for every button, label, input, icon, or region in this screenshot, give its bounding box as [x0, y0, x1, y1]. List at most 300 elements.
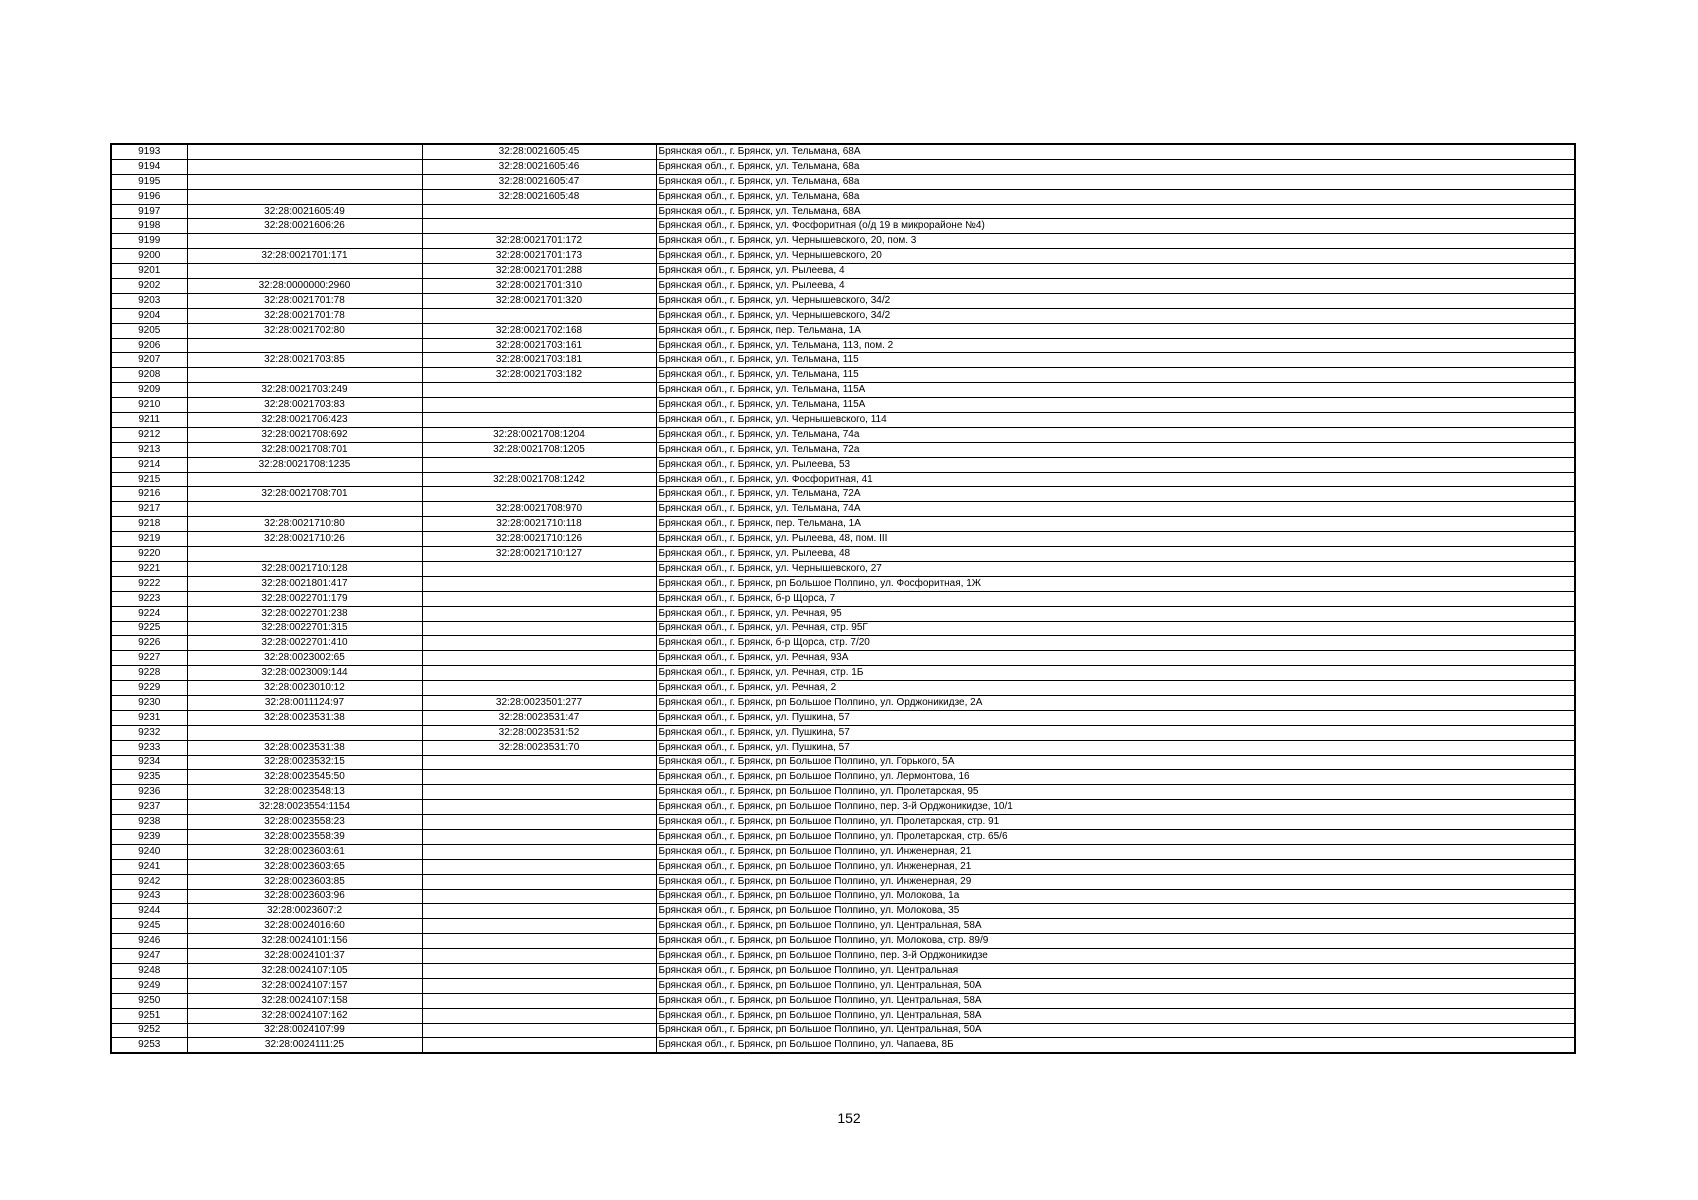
related-cadastral-number-cell: 32:28:0021702:168 [422, 323, 656, 338]
address-cell: Брянская обл., г. Брянск, рп Большое Полпино, ул. Молокова, 1а [656, 889, 1575, 904]
address-cell: Брянская обл., г. Брянск, ул. Тельмана, 68А [656, 144, 1575, 159]
address-cell: Брянская обл., г. Брянск, ул. Фосфоритная (о/д 19 в микрорайоне №4) [656, 219, 1575, 234]
table-row [111, 547, 1575, 562]
address-cell: Брянская обл., г. Брянск, рп Большое Полпино, ул. Фосфоритная, 1Ж [656, 576, 1575, 591]
cadastral-number-cell [187, 234, 422, 249]
cadastral-number-cell: 32:28:0021703:249 [187, 383, 422, 398]
related-cadastral-number-cell: 32:28:0021605:47 [422, 174, 656, 189]
related-cadastral-number-cell: 32:28:0021701:320 [422, 293, 656, 308]
cadastral-number-cell: 32:28:0024107:99 [187, 1023, 422, 1038]
address-cell: Брянская обл., г. Брянск, рп Большое Полпино, пер. 3-й Орджоникидзе, 10/1 [656, 800, 1575, 815]
cadastral-number-cell: 32:28:0023531:38 [187, 710, 422, 725]
cadastral-number-cell: 32:28:0000000:2960 [187, 279, 422, 294]
address-cell: Брянская обл., г. Брянск, ул. Рылеева, 53 [656, 457, 1575, 472]
related-cadastral-number-cell [422, 576, 656, 591]
row-number-cell: 9238 [111, 815, 187, 830]
row-number-cell: 9247 [111, 949, 187, 964]
table-row [111, 755, 1575, 770]
related-cadastral-number-cell: 32:28:0021703:161 [422, 338, 656, 353]
cadastral-number-cell: 32:28:0023002:65 [187, 651, 422, 666]
related-cadastral-number-cell [422, 829, 656, 844]
row-number-cell: 9209 [111, 383, 187, 398]
related-cadastral-number-cell: 32:28:0021708:1242 [422, 472, 656, 487]
table-row [111, 234, 1575, 249]
address-cell: Брянская обл., г. Брянск, ул. Тельмана, 115А [656, 383, 1575, 398]
related-cadastral-number-cell [422, 963, 656, 978]
address-cell: Брянская обл., г. Брянск, рп Большое Полпино, ул. Инженерная, 29 [656, 874, 1575, 889]
table-row [111, 517, 1575, 532]
cadastral-number-cell: 32:28:0021703:85 [187, 353, 422, 368]
table-row [111, 442, 1575, 457]
row-number-cell: 9244 [111, 904, 187, 919]
cadastral-number-cell: 32:28:0023531:38 [187, 740, 422, 755]
table-row [111, 338, 1575, 353]
row-number-cell: 9227 [111, 651, 187, 666]
address-cell: Брянская обл., г. Брянск, ул. Чернышевского, 114 [656, 413, 1575, 428]
row-number-cell: 9204 [111, 308, 187, 323]
related-cadastral-number-cell [422, 383, 656, 398]
table-row [111, 561, 1575, 576]
row-number-cell: 9229 [111, 681, 187, 696]
related-cadastral-number-cell: 32:28:0021701:288 [422, 264, 656, 279]
related-cadastral-number-cell: 32:28:0023531:52 [422, 725, 656, 740]
table-row [111, 457, 1575, 472]
row-number-cell: 9219 [111, 532, 187, 547]
address-cell: Брянская обл., г. Брянск, ул. Речная, стр. 1Б [656, 666, 1575, 681]
address-cell: Брянская обл., г. Брянск, ул. Тельмана, 113, пом. 2 [656, 338, 1575, 353]
table-row [111, 144, 1575, 159]
address-cell: Брянская обл., г. Брянск, ул. Пушкина, 57 [656, 740, 1575, 755]
cadastral-number-cell: 32:28:0024107:157 [187, 978, 422, 993]
table-row [111, 174, 1575, 189]
table-row [111, 353, 1575, 368]
table-row [111, 472, 1575, 487]
cadastral-number-cell: 32:28:0023548:13 [187, 785, 422, 800]
address-cell: Брянская обл., г. Брянск, рп Большое Полпино, ул. Центральная, 50А [656, 1023, 1575, 1038]
related-cadastral-number-cell: 32:28:0021701:310 [422, 279, 656, 294]
address-cell: Брянская обл., г. Брянск, рп Большое Полпино, ул. Горького, 5А [656, 755, 1575, 770]
related-cadastral-number-cell: 32:28:0021710:127 [422, 547, 656, 562]
row-number-cell: 9197 [111, 204, 187, 219]
address-cell: Брянская обл., г. Брянск, ул. Чернышевского, 34/2 [656, 293, 1575, 308]
table-row [111, 502, 1575, 517]
related-cadastral-number-cell [422, 681, 656, 696]
table-row [111, 487, 1575, 502]
row-number-cell: 9230 [111, 695, 187, 710]
row-number-cell: 9239 [111, 829, 187, 844]
cadastral-number-cell: 32:28:0021606:26 [187, 219, 422, 234]
row-number-cell: 9211 [111, 413, 187, 428]
row-number-cell: 9215 [111, 472, 187, 487]
related-cadastral-number-cell [422, 636, 656, 651]
row-number-cell: 9214 [111, 457, 187, 472]
table-row [111, 874, 1575, 889]
related-cadastral-number-cell [422, 651, 656, 666]
related-cadastral-number-cell [422, 755, 656, 770]
related-cadastral-number-cell: 32:28:0021701:173 [422, 249, 656, 264]
cadastral-number-cell: 32:28:0023607:2 [187, 904, 422, 919]
table-row [111, 249, 1575, 264]
cadastral-number-cell [187, 159, 422, 174]
table-row [111, 398, 1575, 413]
row-number-cell: 9237 [111, 800, 187, 815]
address-cell: Брянская обл., г. Брянск, ул. Речная, 95 [656, 606, 1575, 621]
related-cadastral-number-cell [422, 889, 656, 904]
cadastral-number-cell: 32:28:0024107:158 [187, 993, 422, 1008]
address-cell: Брянская обл., г. Брянск, рп Большое Полпино, ул. Пролетарская, 95 [656, 785, 1575, 800]
cadastral-number-cell: 32:28:0024101:37 [187, 949, 422, 964]
cadastral-number-cell: 32:28:0021701:78 [187, 308, 422, 323]
related-cadastral-number-cell [422, 457, 656, 472]
related-cadastral-number-cell [422, 219, 656, 234]
row-number-cell: 9220 [111, 547, 187, 562]
row-number-cell: 9228 [111, 666, 187, 681]
address-cell: Брянская обл., г. Брянск, рп Большое Полпино, ул. Центральная, 58А [656, 1008, 1575, 1023]
table-row [111, 993, 1575, 1008]
row-number-cell: 9199 [111, 234, 187, 249]
row-number-cell: 9232 [111, 725, 187, 740]
related-cadastral-number-cell [422, 859, 656, 874]
row-number-cell: 9203 [111, 293, 187, 308]
address-cell: Брянская обл., г. Брянск, ул. Пушкина, 57 [656, 710, 1575, 725]
table-row [111, 1008, 1575, 1023]
row-number-cell: 9243 [111, 889, 187, 904]
table-row [111, 651, 1575, 666]
row-number-cell: 9250 [111, 993, 187, 1008]
table-row [111, 621, 1575, 636]
related-cadastral-number-cell [422, 978, 656, 993]
related-cadastral-number-cell [422, 874, 656, 889]
address-cell: Брянская обл., г. Брянск, ул. Пушкина, 57 [656, 725, 1575, 740]
cadastral-number-cell: 32:28:0022701:179 [187, 591, 422, 606]
table-row [111, 308, 1575, 323]
related-cadastral-number-cell: 32:28:0021708:970 [422, 502, 656, 517]
cadastral-number-cell [187, 174, 422, 189]
page-number: 152 [837, 1110, 861, 1126]
address-cell: Брянская обл., г. Брянск, рп Большое Полпино, ул. Молокова, стр. 89/9 [656, 934, 1575, 949]
row-number-cell: 9234 [111, 755, 187, 770]
related-cadastral-number-cell [422, 919, 656, 934]
row-number-cell: 9225 [111, 621, 187, 636]
cadastral-number-cell: 32:28:0011124:97 [187, 695, 422, 710]
cadastral-number-cell: 32:28:0023010:12 [187, 681, 422, 696]
table-row [111, 978, 1575, 993]
related-cadastral-number-cell: 32:28:0021708:1205 [422, 442, 656, 457]
row-number-cell: 9253 [111, 1038, 187, 1053]
address-cell: Брянская обл., г. Брянск, ул. Чернышевского, 20, пом. 3 [656, 234, 1575, 249]
register-table [110, 143, 1576, 1054]
row-number-cell: 9206 [111, 338, 187, 353]
table-row [111, 800, 1575, 815]
table-row [111, 710, 1575, 725]
cadastral-number-cell: 32:28:0021708:1235 [187, 457, 422, 472]
cadastral-number-cell: 32:28:0021702:80 [187, 323, 422, 338]
row-number-cell: 9240 [111, 844, 187, 859]
cadastral-number-cell: 32:28:0022701:410 [187, 636, 422, 651]
table-row [111, 427, 1575, 442]
cadastral-number-cell: 32:28:0021710:26 [187, 532, 422, 547]
table-row [111, 413, 1575, 428]
related-cadastral-number-cell: 32:28:0021605:48 [422, 189, 656, 204]
table-row [111, 844, 1575, 859]
table-row [111, 189, 1575, 204]
row-number-cell: 9193 [111, 144, 187, 159]
cadastral-number-cell [187, 338, 422, 353]
related-cadastral-number-cell: 32:28:0021708:1204 [422, 427, 656, 442]
cadastral-number-cell: 32:28:0023558:23 [187, 815, 422, 830]
related-cadastral-number-cell: 32:28:0021710:126 [422, 532, 656, 547]
row-number-cell: 9213 [111, 442, 187, 457]
cadastral-number-cell: 32:28:0021710:128 [187, 561, 422, 576]
row-number-cell: 9241 [111, 859, 187, 874]
address-cell: Брянская обл., г. Брянск, рп Большое Полпино, ул. Орджоникидзе, 2А [656, 695, 1575, 710]
address-cell: Брянская обл., г. Брянск, ул. Рылеева, 4 [656, 264, 1575, 279]
related-cadastral-number-cell [422, 1023, 656, 1038]
address-cell: Брянская обл., г. Брянск, ул. Тельмана, 115 [656, 353, 1575, 368]
row-number-cell: 9233 [111, 740, 187, 755]
address-cell: Брянская обл., г. Брянск, рп Большое Полпино, ул. Центральная, 58А [656, 993, 1575, 1008]
cadastral-number-cell [187, 725, 422, 740]
table-row [111, 949, 1575, 964]
related-cadastral-number-cell [422, 308, 656, 323]
cadastral-number-cell: 32:28:0022701:238 [187, 606, 422, 621]
address-cell: Брянская обл., г. Брянск, рп Большое Полпино, ул. Центральная, 58А [656, 919, 1575, 934]
address-cell: Брянская обл., г. Брянск, ул. Тельмана, 72а [656, 442, 1575, 457]
table-row [111, 591, 1575, 606]
related-cadastral-number-cell: 32:28:0021703:181 [422, 353, 656, 368]
table-row [111, 666, 1575, 681]
address-cell: Брянская обл., г. Брянск, рп Большое Полпино, ул. Чапаева, 8Б [656, 1038, 1575, 1053]
cadastral-number-cell: 32:28:0023009:144 [187, 666, 422, 681]
table-row [111, 695, 1575, 710]
related-cadastral-number-cell: 32:28:0021710:118 [422, 517, 656, 532]
cadastral-number-cell: 32:28:0021708:701 [187, 487, 422, 502]
cadastral-number-cell: 32:28:0023554:1154 [187, 800, 422, 815]
related-cadastral-number-cell [422, 785, 656, 800]
row-number-cell: 9216 [111, 487, 187, 502]
cadastral-number-cell: 32:28:0021708:692 [187, 427, 422, 442]
related-cadastral-number-cell: 32:28:0023531:70 [422, 740, 656, 755]
related-cadastral-number-cell [422, 561, 656, 576]
address-cell: Брянская обл., г. Брянск, рп Большое Полпино, ул. Пролетарская, стр. 65/6 [656, 829, 1575, 844]
table-row [111, 889, 1575, 904]
row-number-cell: 9221 [111, 561, 187, 576]
row-number-cell: 9235 [111, 770, 187, 785]
related-cadastral-number-cell [422, 815, 656, 830]
row-number-cell: 9224 [111, 606, 187, 621]
related-cadastral-number-cell [422, 666, 656, 681]
cadastral-number-cell [187, 144, 422, 159]
address-cell: Брянская обл., г. Брянск, ул. Фосфоритная, 41 [656, 472, 1575, 487]
table-row [111, 368, 1575, 383]
row-number-cell: 9218 [111, 517, 187, 532]
row-number-cell: 9208 [111, 368, 187, 383]
related-cadastral-number-cell [422, 606, 656, 621]
table-row [111, 606, 1575, 621]
row-number-cell: 9207 [111, 353, 187, 368]
address-cell: Брянская обл., г. Брянск, ул. Тельмана, 68а [656, 159, 1575, 174]
table-row [111, 323, 1575, 338]
address-cell: Брянская обл., г. Брянск, ул. Тельмана, 115А [656, 398, 1575, 413]
cadastral-number-cell: 32:28:0021701:171 [187, 249, 422, 264]
related-cadastral-number-cell [422, 993, 656, 1008]
row-number-cell: 9252 [111, 1023, 187, 1038]
address-cell: Брянская обл., г. Брянск, ул. Рылеева, 48 [656, 547, 1575, 562]
table-row [111, 383, 1575, 398]
row-number-cell: 9245 [111, 919, 187, 934]
table-row [111, 815, 1575, 830]
table-row [111, 725, 1575, 740]
address-cell: Брянская обл., г. Брянск, пер. Тельмана, 1А [656, 323, 1575, 338]
cadastral-number-cell: 32:28:0023603:61 [187, 844, 422, 859]
cadastral-number-cell: 32:28:0021801:417 [187, 576, 422, 591]
row-number-cell: 9248 [111, 963, 187, 978]
cadastral-number-cell [187, 189, 422, 204]
row-number-cell: 9210 [111, 398, 187, 413]
related-cadastral-number-cell [422, 904, 656, 919]
row-number-cell: 9201 [111, 264, 187, 279]
related-cadastral-number-cell [422, 949, 656, 964]
cadastral-number-cell: 32:28:0023603:65 [187, 859, 422, 874]
cadastral-number-cell: 32:28:0023603:96 [187, 889, 422, 904]
table-row [111, 279, 1575, 294]
related-cadastral-number-cell [422, 770, 656, 785]
related-cadastral-number-cell: 32:28:0023531:47 [422, 710, 656, 725]
cadastral-number-cell [187, 368, 422, 383]
row-number-cell: 9195 [111, 174, 187, 189]
table-row [111, 919, 1575, 934]
related-cadastral-number-cell [422, 800, 656, 815]
cadastral-number-cell: 32:28:0021701:78 [187, 293, 422, 308]
cadastral-number-cell: 32:28:0023545:50 [187, 770, 422, 785]
row-number-cell: 9246 [111, 934, 187, 949]
row-number-cell: 9196 [111, 189, 187, 204]
address-cell: Брянская обл., г. Брянск, ул. Речная, 2 [656, 681, 1575, 696]
row-number-cell: 9223 [111, 591, 187, 606]
cadastral-number-cell: 32:28:0023558:39 [187, 829, 422, 844]
table-row [111, 264, 1575, 279]
address-cell: Брянская обл., г. Брянск, ул. Тельмана, 115 [656, 368, 1575, 383]
related-cadastral-number-cell [422, 1008, 656, 1023]
table-row [111, 219, 1575, 234]
related-cadastral-number-cell [422, 487, 656, 502]
table-row [111, 934, 1575, 949]
address-cell: Брянская обл., г. Брянск, ул. Тельмана, 68А [656, 204, 1575, 219]
address-cell: Брянская обл., г. Брянск, б-р Щорса, стр. 7/20 [656, 636, 1575, 651]
address-cell: Брянская обл., г. Брянск, ул. Чернышевского, 20 [656, 249, 1575, 264]
related-cadastral-number-cell: 32:28:0021605:46 [422, 159, 656, 174]
related-cadastral-number-cell [422, 621, 656, 636]
related-cadastral-number-cell [422, 934, 656, 949]
related-cadastral-number-cell [422, 844, 656, 859]
cadastral-number-cell: 32:28:0024101:156 [187, 934, 422, 949]
address-cell: Брянская обл., г. Брянск, ул. Рылеева, 4 [656, 279, 1575, 294]
row-number-cell: 9194 [111, 159, 187, 174]
table-row [111, 159, 1575, 174]
address-cell: Брянская обл., г. Брянск, ул. Чернышевского, 27 [656, 561, 1575, 576]
cadastral-number-cell [187, 547, 422, 562]
cadastral-number-cell: 32:28:0024016:60 [187, 919, 422, 934]
address-cell: Брянская обл., г. Брянск, рп Большое Полпино, ул. Инженерная, 21 [656, 844, 1575, 859]
row-number-cell: 9226 [111, 636, 187, 651]
table-row [111, 859, 1575, 874]
cadastral-number-cell: 32:28:0024111:25 [187, 1038, 422, 1053]
cadastral-number-cell: 32:28:0021708:701 [187, 442, 422, 457]
address-cell: Брянская обл., г. Брянск, ул. Тельмана, 72А [656, 487, 1575, 502]
table-row [111, 770, 1575, 785]
table-row [111, 740, 1575, 755]
related-cadastral-number-cell: 32:28:0021605:45 [422, 144, 656, 159]
address-cell: Брянская обл., г. Брянск, рп Большое Полпино, ул. Центральная [656, 963, 1575, 978]
cadastral-number-cell [187, 264, 422, 279]
related-cadastral-number-cell [422, 413, 656, 428]
cadastral-number-cell: 32:28:0024107:162 [187, 1008, 422, 1023]
address-cell: Брянская обл., г. Брянск, пер. Тельмана, 1А [656, 517, 1575, 532]
table-row [111, 1023, 1575, 1038]
cadastral-number-cell: 32:28:0021703:83 [187, 398, 422, 413]
table-row [111, 963, 1575, 978]
row-number-cell: 9217 [111, 502, 187, 517]
cadastral-number-cell: 32:28:0021605:49 [187, 204, 422, 219]
row-number-cell: 9212 [111, 427, 187, 442]
address-cell: Брянская обл., г. Брянск, ул. Речная, 93А [656, 651, 1575, 666]
row-number-cell: 9222 [111, 576, 187, 591]
table-row [111, 904, 1575, 919]
related-cadastral-number-cell: 32:28:0021701:172 [422, 234, 656, 249]
address-cell: Брянская обл., г. Брянск, ул. Тельмана, 68а [656, 174, 1575, 189]
cadastral-number-cell: 32:28:0021706:423 [187, 413, 422, 428]
address-cell: Брянская обл., г. Брянск, ул. Тельмана, 68а [656, 189, 1575, 204]
row-number-cell: 9249 [111, 978, 187, 993]
row-number-cell: 9242 [111, 874, 187, 889]
register-body [111, 144, 1575, 1053]
cadastral-number-cell: 32:28:0024107:105 [187, 963, 422, 978]
row-number-cell: 9236 [111, 785, 187, 800]
address-cell: Брянская обл., г. Брянск, ул. Речная, стр. 95Г [656, 621, 1575, 636]
address-cell: Брянская обл., г. Брянск, рп Большое Полпино, ул. Лермонтова, 16 [656, 770, 1575, 785]
address-cell: Брянская обл., г. Брянск, ул. Чернышевского, 34/2 [656, 308, 1575, 323]
table-row [111, 576, 1575, 591]
row-number-cell: 9202 [111, 279, 187, 294]
related-cadastral-number-cell [422, 398, 656, 413]
cadastral-number-cell: 32:28:0023532:15 [187, 755, 422, 770]
table-row [111, 532, 1575, 547]
cadastral-number-cell: 32:28:0021710:80 [187, 517, 422, 532]
table-row [111, 785, 1575, 800]
address-cell: Брянская обл., г. Брянск, ул. Рылеева, 48, пом. III [656, 532, 1575, 547]
table-row [111, 204, 1575, 219]
cadastral-number-cell: 32:28:0023603:85 [187, 874, 422, 889]
table-row [111, 293, 1575, 308]
row-number-cell: 9205 [111, 323, 187, 338]
address-cell: Брянская обл., г. Брянск, рп Большое Полпино, ул. Молокова, 35 [656, 904, 1575, 919]
related-cadastral-number-cell: 32:28:0021703:182 [422, 368, 656, 383]
table-row [111, 636, 1575, 651]
cadastral-number-cell [187, 472, 422, 487]
address-cell: Брянская обл., г. Брянск, рп Большое Полпино, ул. Инженерная, 21 [656, 859, 1575, 874]
table-row [111, 681, 1575, 696]
related-cadastral-number-cell [422, 1038, 656, 1053]
row-number-cell: 9200 [111, 249, 187, 264]
table-row [111, 1038, 1575, 1053]
address-cell: Брянская обл., г. Брянск, рп Большое Полпино, пер. 3-й Орджоникидзе [656, 949, 1575, 964]
row-number-cell: 9198 [111, 219, 187, 234]
related-cadastral-number-cell [422, 591, 656, 606]
related-cadastral-number-cell: 32:28:0023501:277 [422, 695, 656, 710]
related-cadastral-number-cell [422, 204, 656, 219]
cadastral-number-cell: 32:28:0022701:315 [187, 621, 422, 636]
row-number-cell: 9231 [111, 710, 187, 725]
